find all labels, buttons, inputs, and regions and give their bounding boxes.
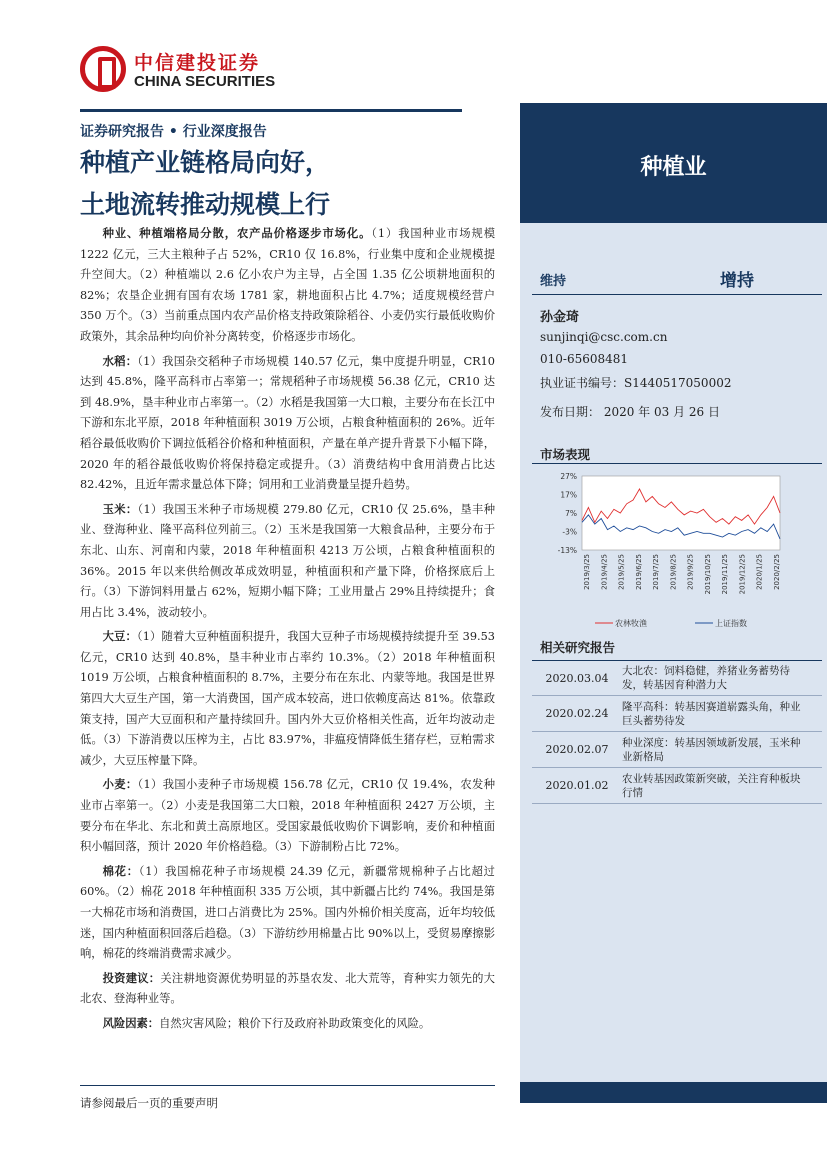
x-tick-label: 2019/4/25 [600, 554, 609, 590]
analyst-email: sunjinqi@csc.com.cn [540, 330, 668, 344]
paragraph-lead: 风险因素： [102, 1016, 160, 1030]
report-title-line1: 种植产业链格局向好， [80, 148, 331, 177]
x-tick-label: 2019/5/25 [617, 554, 626, 590]
x-tick-label: 2019/8/25 [669, 554, 678, 590]
analyst-phone: 010-65608481 [540, 352, 629, 366]
x-tick-label: 2019/3/25 [583, 554, 591, 590]
y-tick-label: -3% [562, 527, 577, 537]
rating-divider [532, 294, 822, 295]
related-report-date: 2020.02.24 [545, 707, 609, 720]
x-tick-label: 2019/12/25 [738, 554, 747, 595]
related-report-row[interactable] [532, 732, 822, 768]
market-chart [540, 468, 790, 638]
body-paragraph [80, 969, 495, 1010]
x-tick-label: 2019/11/25 [721, 554, 730, 595]
related-reports-list [532, 660, 822, 804]
logo-emblem-icon [80, 46, 126, 92]
related-report-date: 2020.02.07 [545, 743, 609, 756]
related-report-date: 2020.03.04 [545, 671, 609, 685]
x-tick-label: 2019/10/25 [703, 554, 712, 595]
y-tick-label: -13% [557, 546, 577, 555]
y-tick-label: 17% [560, 490, 577, 500]
paragraph-lead: 投资建议： [102, 971, 161, 985]
paragraph-text: （1）我国杂交稻种子市场规模 140.57 亿元，集中度提升明显，CR10 达到 45.8%，隆平高科市占率第一；常规稻种子市场规模 56.38 亿元，CR10 达到 48.9%，垦丰种业市占率第一。（2）水稻是我国第一大口粮，主要分布在长江中下游和东北平原，2018 年种植面积 3019 万公顷，占粮食种植面积的 26%。近年稻谷最低收购价下调拉低稻谷价格和种植面积，产量在单产提升背景下小幅下降，2020 年的稻谷最低收购价将保持稳定或提升。（3）消费结构中食用消费占比达 82.42%，且近年需求量总体下降；饲用和工业消费量呈提升趋势。 [80, 354, 495, 492]
rating-label: 维持 [540, 274, 567, 289]
analyst-cert: 执业证书编号：S1440517050002 [540, 376, 732, 390]
paragraph-text: （1）我国小麦种子市场规模 156.78 亿元，CR10 仅 19.4%，农发种业市占率第一。（2）小麦是我国第二大口粮，2018 年种植面积 2427 万公顷，主要分布在华北、东北和黄土高原地区。受国家最低收购价下调影响，麦价和种植面积小幅回落，预计 2020 年价格趋稳。（3）下游制粉占比 72%。 [80, 778, 495, 854]
related-report-title[interactable]: 大北农：饲料稳健，养猪业务蓄势待发，转基因育种潜力大 [622, 665, 790, 691]
legend-label: 上证指数 [715, 619, 747, 628]
publish-date: 发布日期： 2020 年 03 月 26 日 [540, 405, 720, 419]
body-paragraph [80, 1014, 495, 1035]
report-title-line2: 土地流转推动规模上行 [80, 190, 331, 219]
body-paragraph [80, 627, 495, 771]
y-tick-label: 7% [565, 509, 577, 518]
paragraph-lead: 棉花： [102, 864, 139, 878]
paragraph-text: （1）我国棉花种子市场规模 24.39 亿元，新疆常规棉种子占比超过 60%。（2）棉花 2018 年种植面积 335 万公顷，其中新疆占比约 74%。我国是第一大棉花市场和消费国，进口占消费比为 25%。国内外棉价相关度高，近年均较低迷，国内种植面积回落后趋稳。（3）下游纺纱用棉量占比 90%以上，受贸易摩擦影响，棉花的终端消费需求减少。 [80, 864, 495, 961]
related-report-row[interactable] [532, 768, 822, 804]
analyst-name: 孙金琦 [540, 310, 580, 325]
x-tick-label: 2019/7/25 [652, 554, 661, 590]
logo-name-cn: 中信建投证券 [134, 52, 261, 74]
paragraph-text: （1）我国种业市场规模 1222 亿元，三大主粮种子占 52%，CR10 仅 16.8%，行业集中度和企业规模提升空间大。（2）种植端以 2.6 亿小农户为主导，占全国 1.35 亿公顷耕地面积的 82%；农垦企业拥有国有农场 1781 家，耕地面积占比 4.7%；适度规模经营户 350 万个。（3）当前重点国内农产品价格支持政策除稻谷、小麦仍实行最低收购价政策外，其余品种均向价补分离转变，价格逐步市场化。 [80, 227, 495, 343]
market-divider [532, 463, 822, 464]
paragraph-text: 自然灾害风险；粮价下行及政府补助政策变化的风险。 [159, 1016, 431, 1030]
body-paragraph [80, 500, 495, 624]
footer-rule [80, 1085, 495, 1086]
x-tick-label: 2020/1/25 [755, 554, 764, 590]
related-report-title[interactable]: 隆平高科：转基因赛道崭露头角，种业巨头蓄势待发 [622, 700, 801, 727]
industry-label: 种植业 [640, 155, 707, 180]
paragraph-lead: 小麦： [102, 778, 138, 792]
paragraph-lead: 水稻： [102, 354, 138, 368]
related-title: 相关研究报告 [540, 640, 616, 655]
footer-disclaimer: 请参阅最后一页的重要声明 [80, 1096, 218, 1110]
report-body [80, 224, 495, 1039]
x-tick-label: 2019/9/25 [686, 554, 695, 590]
paragraph-text: 关注耕地资源优势明显的苏垦农发、北大荒等，育种实力领先的大北农、登海种业等。 [80, 971, 495, 1006]
related-report-title[interactable]: 种业深度：转基因领域新发展，玉米种业新格局 [622, 736, 801, 763]
paragraph-lead: 玉米： [102, 502, 138, 516]
paragraph-text: （1）随着大豆种植面积提升，我国大豆种子市场规模持续提升至 39.53 亿元，CR10 达到 40.8%，垦丰种业市占率约 10.3%。（2）2018 年种植面积 1019 万公顷，占粮食种植面积的 8.7%，主要分布在东北、内蒙等地。我国是世界第四大大豆生产国，第一大消费国，国产成本较高，进口依赖度高达 81%。依靠政策支持，国产大豆面积和产量持续回升。国内外大豆价格相关性高，近年均波动走低。（3）下游消费以压榨为主，占比 83.97%，非瘟疫情降低生猪存栏，豆粕需求减少，大豆压榨量下降。 [80, 630, 495, 767]
logo-name-en: CHINA SECURITIES [134, 73, 276, 90]
x-tick-label: 2020/2/25 [773, 554, 781, 590]
body-paragraph [80, 224, 495, 348]
y-tick-label: 27% [560, 472, 577, 481]
body-paragraph [80, 862, 495, 965]
sidebar-footer-band [520, 1082, 827, 1103]
body-paragraph [80, 352, 495, 496]
related-report-title[interactable]: 农业转基因政策新突破，关注育种板块行情 [622, 772, 801, 799]
x-tick-label: 2019/6/25 [634, 554, 643, 590]
related-report-row[interactable] [532, 696, 822, 732]
rating-value: 增持 [720, 271, 754, 291]
related-report-date: 2020.01.02 [545, 779, 609, 792]
market-title: 市场表现 [540, 447, 591, 462]
paragraph-lead: 大豆： [102, 630, 137, 644]
paragraph-text: （1）我国玉米种子市场规模 279.80 亿元，CR10 仅 25.6%，垦丰种业、登海种业、隆平高科位列前三。（2）玉米是我国第一大粮食品种，主要分布于东北、山东、河南和内蒙，2018 年种植面积 4213 万公顷，占粮食种植面积的 36%。2015 年以来供给侧改革成效明显，种植面积和产量下降，价格探底后上行。（3）下游饲料用量占 62%，短期小幅下降；工业用量占 29%且持续提升；食用占比 3.4%，波动较小。 [80, 502, 495, 619]
body-paragraph [80, 775, 495, 857]
legend-label: 农林牧渔 [615, 619, 647, 628]
paragraph-lead: 种业、种植端格局分散，农产品价格逐步市场化。 [102, 227, 372, 240]
related-report-row[interactable] [532, 660, 822, 696]
report-type: 证券研究报告 • 行业深度报告 [80, 124, 267, 140]
company-logo [80, 46, 300, 96]
header-rule [80, 109, 462, 112]
